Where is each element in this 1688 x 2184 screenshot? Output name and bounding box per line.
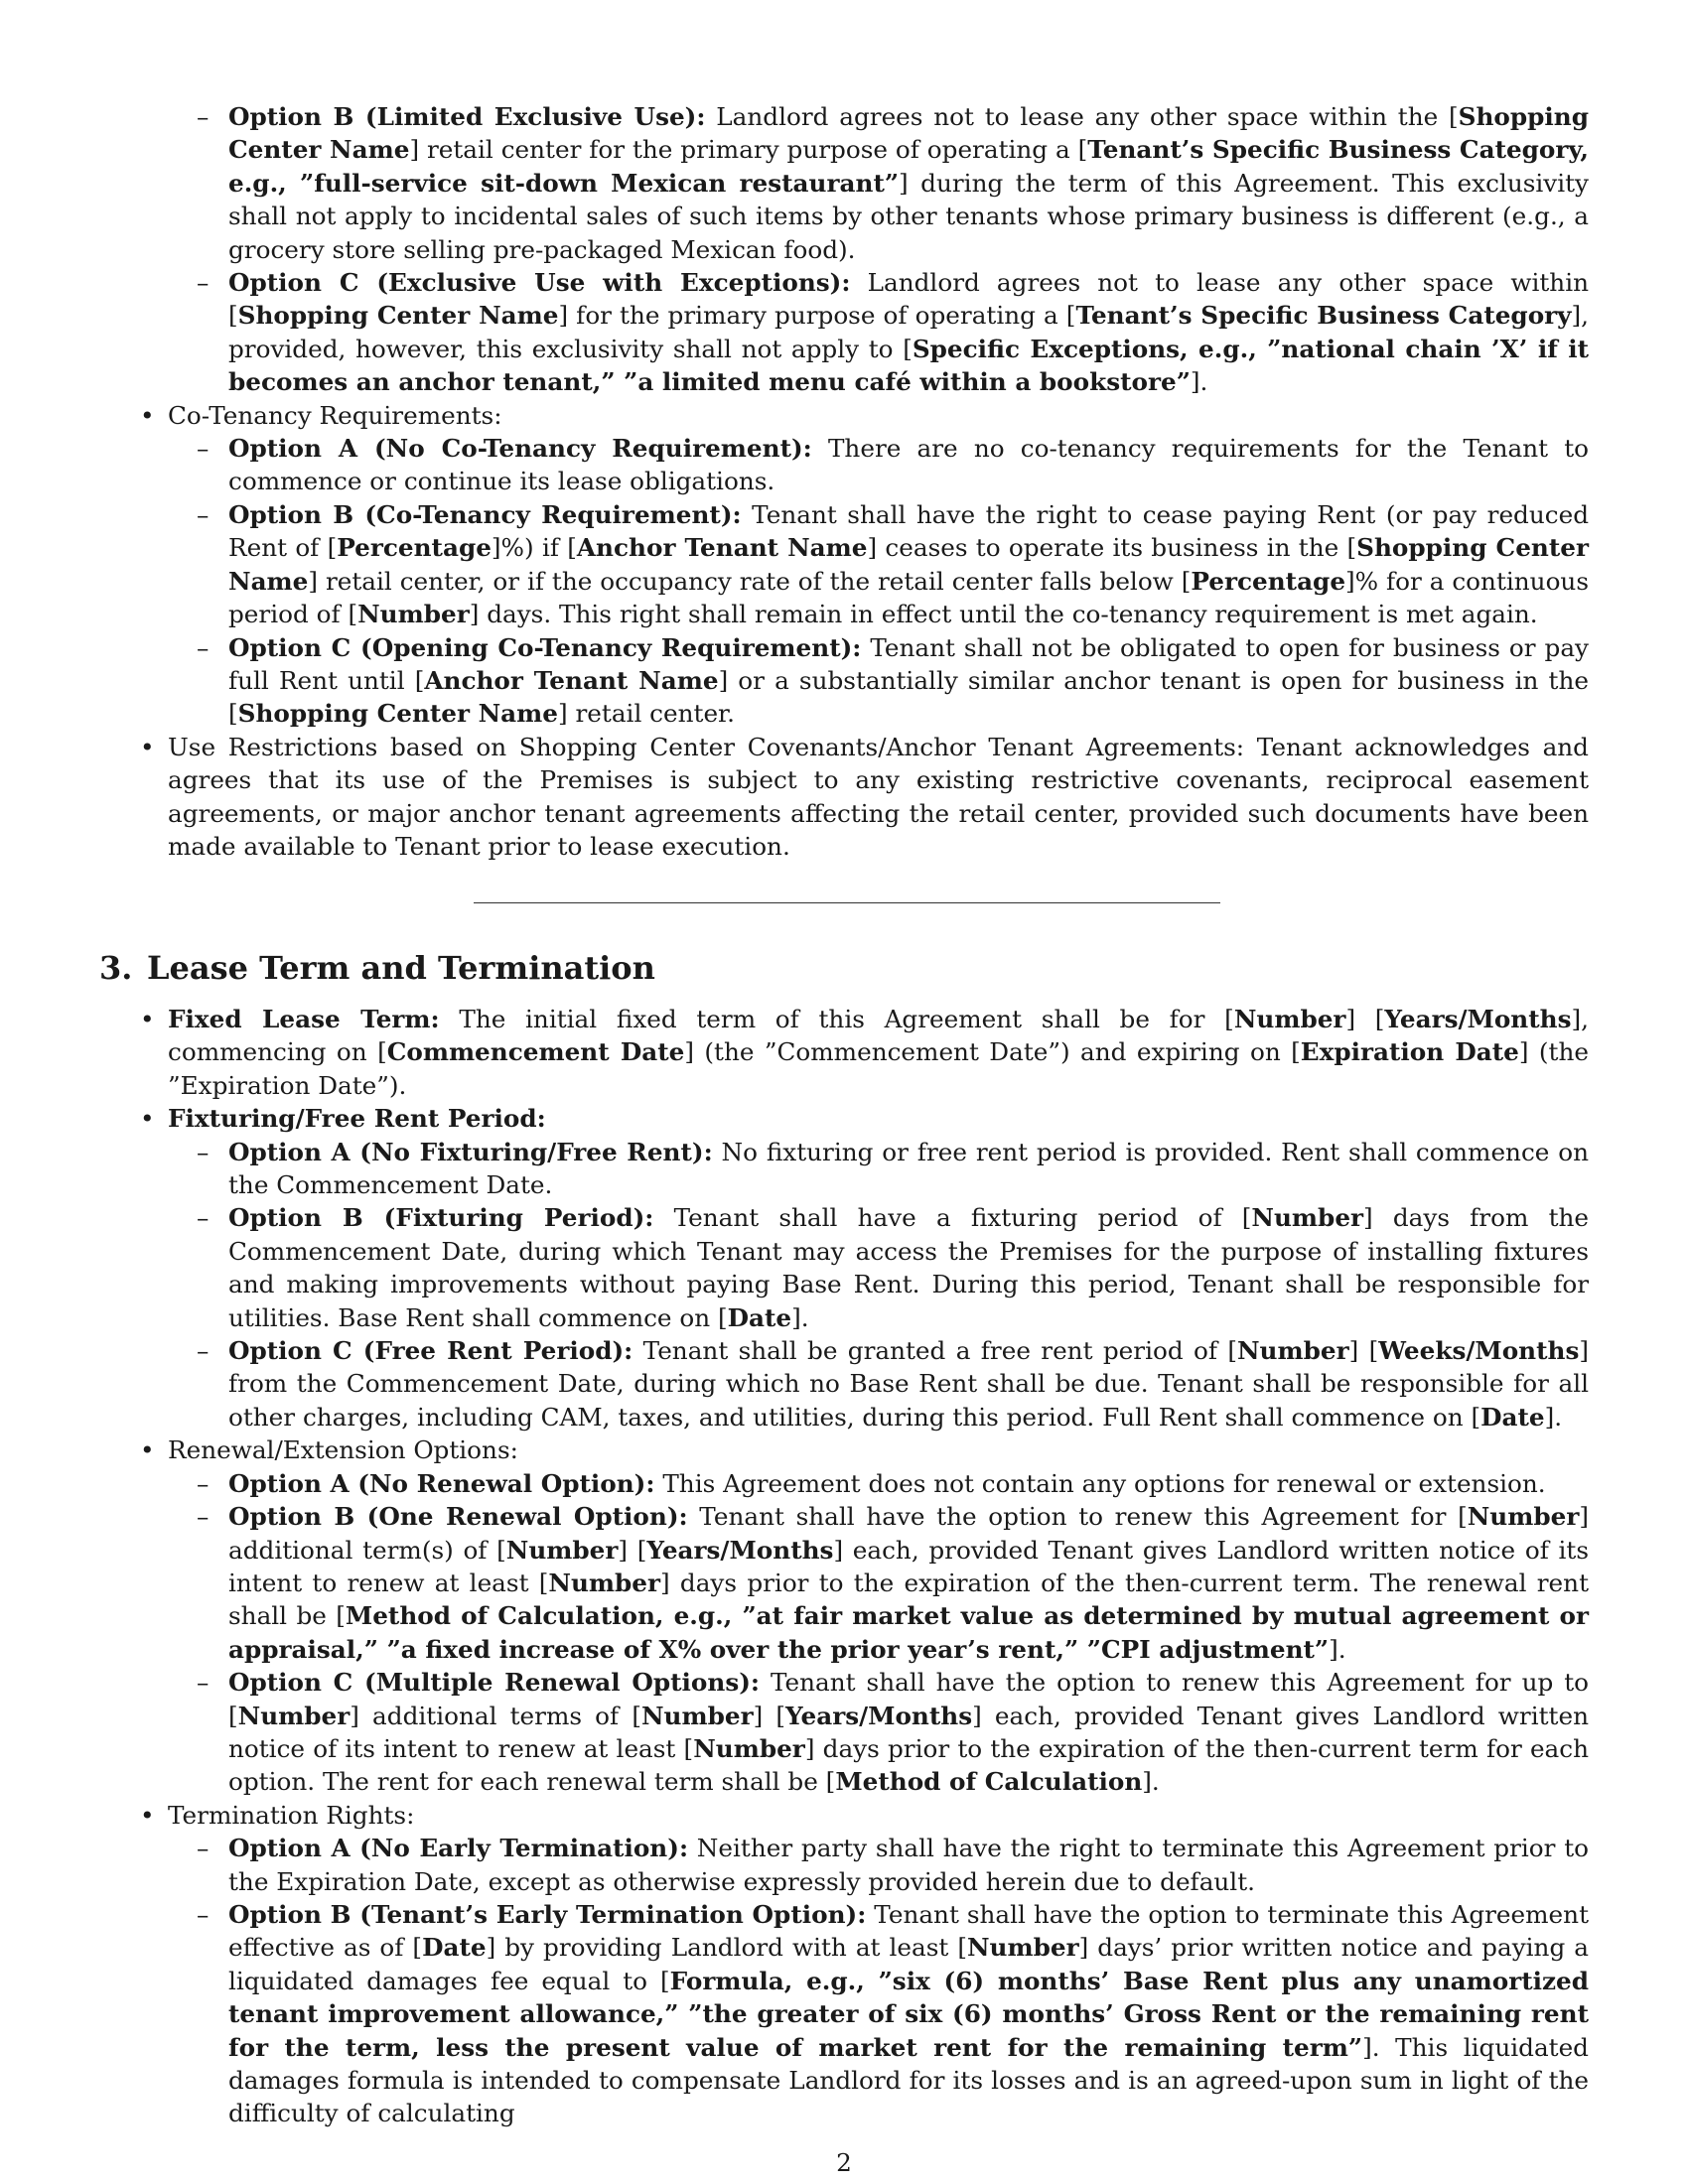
use-restrictions-item: • Use Restrictions based on Shopping Center Covenants/Anchor Tenant Agreements: Tenant acknowledges and agrees that its use of the Premises is subject to any existing restrictive covenants, reciprocal easement agreements, or major anchor tenant agreements affecting the retail center, provided such documents have been made available to Tenant prior to lease execution. bbox=[140, 732, 1589, 861]
option-a-no-fixturing: – Option A (No Fixturing/Free Rent): No fixturing or free rent period is provided. Rent shall commence on the Commencement Date. bbox=[197, 1137, 1589, 1200]
section-divider bbox=[474, 902, 1220, 903]
dash-marker: – bbox=[197, 1834, 210, 1863]
option-c-opening-cotenancy: – Option C (Opening Co-Tenancy Requirement): Tenant shall not be obligated to open for business or pay full Rent until [Anchor Tenant Name] or a substantially similar anchor tenant is open for business in the [Shopping Center Name] retail center. bbox=[197, 632, 1589, 729]
item-heading: Renewal/Extension Options: bbox=[168, 1435, 518, 1465]
item-heading: Termination Rights: bbox=[168, 1800, 415, 1830]
termination-rights-item bbox=[140, 1799, 1589, 1832]
option-label: Option C (Free Rent Period): bbox=[228, 1336, 633, 1366]
dash-marker: – bbox=[197, 1502, 210, 1532]
option-label: Option A (No Fixturing/Free Rent): bbox=[228, 1137, 713, 1166]
dash-marker: – bbox=[197, 434, 210, 464]
option-a-no-cotenancy: – Option A (No Co-Tenancy Requirement): There are no co-tenancy requirements for the Tenant to commence or continue its lease obligations. bbox=[197, 434, 1589, 496]
lease-term-list bbox=[0, 1003, 1589, 2130]
fixturing-free-rent-item bbox=[140, 1102, 1589, 1135]
option-label: Option B (Limited Exclusive Use): bbox=[228, 102, 706, 131]
dash-marker: – bbox=[197, 632, 210, 662]
bullet-marker: • bbox=[140, 1800, 155, 1830]
bullet-marker: • bbox=[140, 1104, 155, 1134]
option-c-multiple-renewal: – Option C (Multiple Renewal Options): Tenant shall have the option to renew this Agreement for up to [Number] additional terms of [Number] [Years/Months] each, provided Tenant gives Landlord written notice of its intent to renew at least [Number] days prior to the expiration of the then-current term for each option. The rent for each renewal term shall be [Method of Calculation]. bbox=[197, 1668, 1590, 1797]
cotenancy-requirements-item bbox=[140, 399, 1589, 432]
option-label: Option B (Fixturing Period): bbox=[228, 1203, 654, 1233]
exclusivity-cotenancy-list bbox=[0, 100, 1589, 863]
dash-marker: – bbox=[197, 1468, 210, 1498]
bullet-marker: • bbox=[140, 732, 155, 761]
dash-marker: – bbox=[197, 499, 210, 529]
renewal-extension-item bbox=[140, 1433, 1589, 1466]
bullet-marker: • bbox=[140, 1435, 155, 1465]
option-b-one-renewal: – Option B (One Renewal Option): Tenant shall have the option to renew this Agreement for [Number] additional term(s) of [Number] [Years/Months] each, provided Tenant gives Landlord written notice of its intent to renew at least [Number] days prior to the expiration of the then-current term. The renewal rent shall be [Method of Calculation, e.g., ”at fair market value as determined by mutual agreement or appraisal,” ”a fixed increase of X% over the prior year’s rent,” ”CPI adjustment”]. bbox=[197, 1502, 1589, 1664]
section-heading bbox=[99, 948, 655, 988]
option-label: Option B (Co-Tenancy Requirement): bbox=[228, 499, 742, 529]
item-label: Fixed Lease Term: bbox=[168, 1005, 440, 1033]
option-c-exclusive-use-with-exceptions: – Option C (Exclusive Use with Exceptions): Landlord agrees not to lease any other space within [Shopping Center Name] for the primary purpose of operating a [Tenant’s Specific Business Category], provided, however, this exclusivity shall not apply to [Specific Exceptions, e.g., ”national chain ’X’ if it becomes an anchor tenant,” ”a limited menu café within a bookstore”]. bbox=[197, 268, 1590, 397]
section-number: 3. bbox=[99, 949, 133, 987]
option-label: Option A (No Early Termination): bbox=[228, 1834, 689, 1863]
page-number: 2 bbox=[836, 2148, 852, 2177]
option-a-no-early-termination: – Option A (No Early Termination): Neither party shall have the right to terminate this Agreement prior to the Expiration Date, except as otherwise expressly provided herein due to default. bbox=[197, 1834, 1589, 1896]
option-label: Option C (Opening Co-Tenancy Requirement): bbox=[228, 632, 862, 662]
option-b-fixturing-period: – Option B (Fixturing Period): Tenant shall have a fixturing period of [Number] days from the Commencement Date, during which Tenant may access the Premises for the purpose of installing fixtures and making improvements without paying Base Rent. During this period, Tenant shall be responsible for utilities. Base Rent shall commence on [Date]. bbox=[197, 1203, 1589, 1332]
option-label: Option A (No Co-Tenancy Requirement): bbox=[228, 434, 812, 464]
section-title: Lease Term and Termination bbox=[147, 949, 655, 987]
dash-marker: – bbox=[197, 1899, 210, 1929]
option-b-limited-exclusive-use: – Option B (Limited Exclusive Use): Landlord agrees not to lease any other space within the [Shopping Center Name] retail center for the primary purpose of operating a [Tenant’s Specific Business Category, e.g., ”full-service sit-down Mexican restaurant”] during the term of this Agreement. This exclusivity shall not apply to incidental sales of such items by other tenants whose primary business is different (e.g., a grocery store selling pre-packaged Mexican food). bbox=[197, 102, 1589, 264]
option-b-cotenancy-requirement: – Option B (Co-Tenancy Requirement): Tenant shall have the right to cease paying Rent (or pay reduced Rent of [Percentage]%) if [Anchor Tenant Name] ceases to operate its business in the [Shopping Center Name] retail center, or if the occupancy rate of the retail center falls below [Percentage]% for a continuous period of [Number] days. This right shall remain in effect until the co-tenancy requirement is met again. bbox=[197, 499, 1589, 629]
dash-marker: – bbox=[197, 1668, 210, 1698]
item-heading: Co-Tenancy Requirements: bbox=[168, 400, 502, 430]
bullet-marker: • bbox=[140, 1005, 155, 1033]
option-label: Option C (Exclusive Use with Exceptions): bbox=[228, 268, 851, 298]
option-label: Option A (No Renewal Option): bbox=[228, 1468, 655, 1498]
fixed-lease-term-item: • Fixed Lease Term: The initial fixed term of this Agreement shall be for [Number] [Years/Months], commencing on [Commencement Date] (the ”Commencement Date”) and expiring on [Expiration Date] (the ”Expiration Date”). bbox=[140, 1005, 1589, 1100]
option-label: Option B (One Renewal Option): bbox=[228, 1502, 688, 1532]
option-label: Option B (Tenant’s Early Termination Option): bbox=[228, 1899, 867, 1929]
dash-marker: – bbox=[197, 1203, 210, 1233]
bullet-marker: • bbox=[140, 400, 155, 430]
dash-marker: – bbox=[197, 268, 210, 298]
item-heading: Fixturing/Free Rent Period: bbox=[168, 1104, 546, 1134]
dash-marker: – bbox=[197, 1137, 210, 1166]
dash-marker: – bbox=[197, 102, 210, 131]
option-b-tenant-early-termination: – Option B (Tenant’s Early Termination Option): Tenant shall have the option to terminate this Agreement effective as of [Date] by providing Landlord with at least [Number] days’ prior written notice and paying a liquidated damages fee equal to [Formula, e.g., ”six (6) months’ Base Rent plus any unamortized tenant improvement allowance,” ”the greater of six (6) months’ Gross Rent or the remaining rent for the term, less the present value of market rent for the remaining term”]. This liquidated damages formula is intended to compensate Landlord for its losses and is an agreed-upon sum in light of the difficulty of calculating bbox=[197, 1899, 1590, 2128]
option-label: Option C (Multiple Renewal Options): bbox=[228, 1668, 761, 1698]
option-a-no-renewal: – Option A (No Renewal Option): This Agreement does not contain any options for renewal or extension. bbox=[228, 1467, 1589, 1500]
option-c-free-rent-period: – Option C (Free Rent Period): Tenant shall be granted a free rent period of [Number] [Weeks/Months] from the Commencement Date, during which no Base Rent shall be due. Tenant shall be responsible for all other charges, including CAM, taxes, and utilities, during this period. Full Rent shall commence on [Date]. bbox=[197, 1336, 1589, 1432]
dash-marker: – bbox=[197, 1336, 210, 1366]
